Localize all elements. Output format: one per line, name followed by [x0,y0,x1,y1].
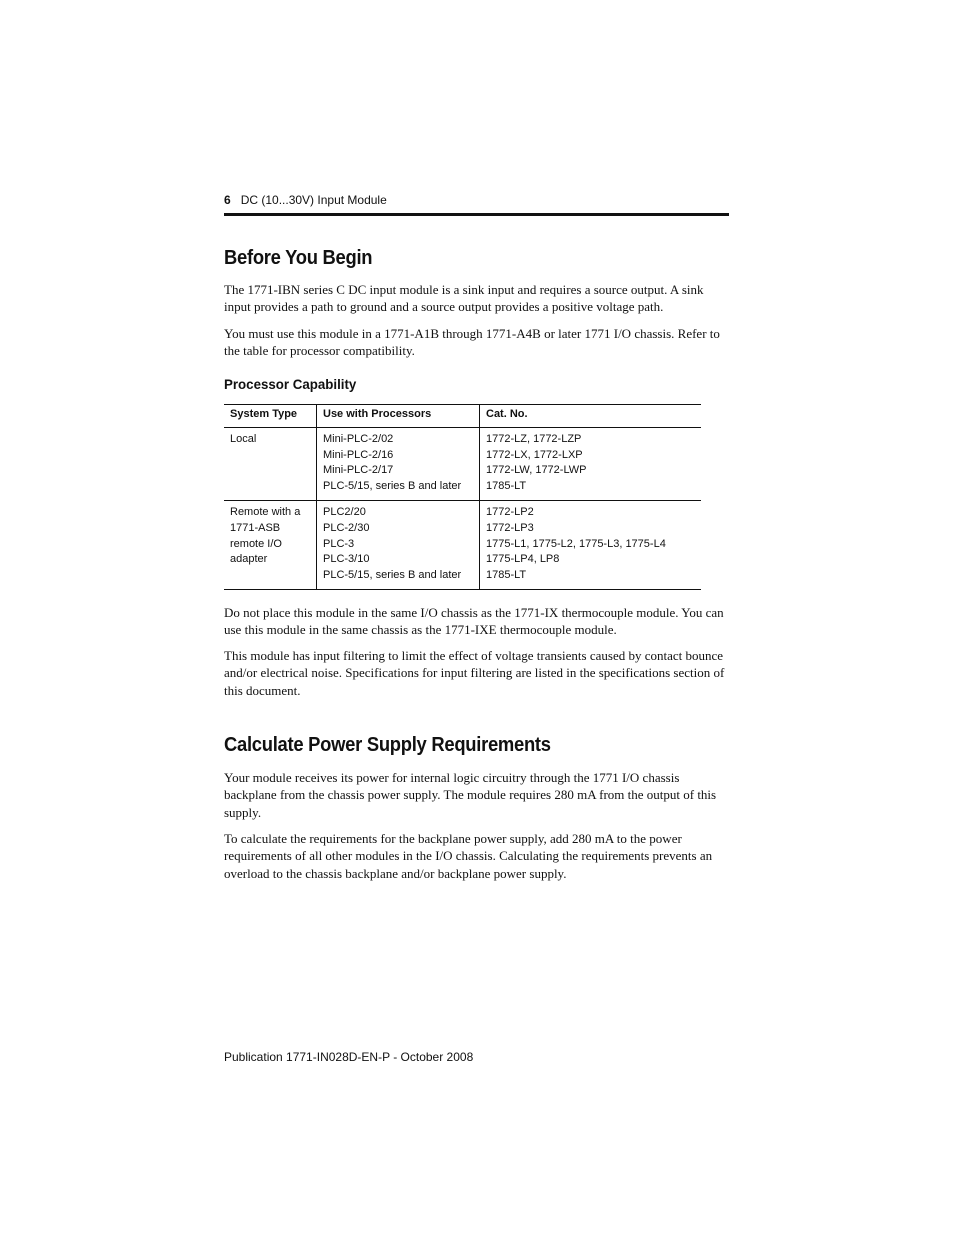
catalog-cell [480,428,702,501]
cell-line: remote I/O [230,537,282,550]
heading-power-supply: Calculate Power Supply Requirements [224,734,551,756]
column-header-processors: Use with Processors [317,405,480,428]
cell-line: PLC-3/10 [323,553,370,566]
paragraph-input-filtering: This module has input filtering to limit the effect of voltage transients caused by contact bounce and/or electrical noise. Specifications for input filtering are listed in the specifications section of this document. [224,648,725,698]
cell-line: Mini-PLC-2/16 [323,448,394,461]
paragraph-power-source: Your module receives its power for internal logic circuitry through the 1771 I/O chassis backplane from the chassis power supply. The module requires 280 mA from the output of this supply. [224,770,717,820]
paragraph-power-calculation: To calculate the requirements for the backplane power supply, add 280 mA to the power requirements of all other modules in the I/O chassis. Calculating the requirements prevents an overload to the chassis backplane and/or backplane power supply. [224,831,713,881]
cell-line: 1775-L1, 1775-L2, 1775-L3, 1775-L4 [486,537,666,550]
paragraph-thermocouple: Do not place this module in the same I/O chassis as the 1771-IX thermocouple module. You can use this module in the same chassis as the 1771-IXE thermocouple module. [224,605,724,638]
cell-line: 1772-LP3 [486,521,534,534]
table-row [224,501,701,590]
cell-line: PLC-2/30 [323,521,370,534]
header-rule [224,213,729,216]
table-row [224,428,701,501]
cell-line: Mini-PLC-2/17 [323,464,394,477]
cell-line: 1772-LP2 [486,506,534,519]
column-header-system-type: System Type [224,405,317,428]
publication-footer: Publication 1771-IN028D-EN-P - October 2008 [224,1050,474,1064]
cell-line: 1772-LZ, 1772-LZP [486,433,582,445]
system-type-cell [224,428,317,501]
table-title: Processor Capability [224,376,357,392]
running-title: DC (10...30V) Input Module [240,193,387,207]
cell-line: PLC2/20 [323,506,366,519]
table-header-row [224,405,701,428]
cell-line: 1772-LW, 1772-LWP [486,464,587,477]
cell-line: Local [230,433,257,445]
heading-before-you-begin: Before You Begin [224,247,373,269]
cell-line: Remote with a [230,506,301,519]
cell-line: PLC-3 [323,537,355,550]
cell-line: Mini-PLC-2/02 [323,433,394,445]
paragraph-sink-source: The 1771-IBN series C DC input module is a sink input and requires a source output. A sink input provides a path to ground and a source output provides a positive voltage path. [224,282,704,315]
catalog-cell [480,501,702,590]
processors-cell [317,428,480,501]
cell-line: 1772-LX, 1772-LXP [486,448,583,461]
column-header-cat-no: Cat. No. [480,405,702,428]
processor-capability-table [224,404,701,590]
running-head [224,193,387,207]
system-type-cell [224,501,317,590]
paragraph-chassis: You must use this module in a 1771-A1B through 1771-A4B or later 1771 I/O chassis. Refer to the table for processor compatibility. [224,326,720,359]
cell-line: adapter [230,553,268,566]
processors-cell [317,501,480,590]
cell-line: 1771-ASB [230,521,281,534]
page-number: 6 [224,193,231,207]
cell-line: PLC-5/15, series B and later [323,568,462,581]
cell-line: PLC-5/15, series B and later [323,479,462,492]
cell-line: 1785-LT [486,568,527,581]
cell-line: 1785-LT [486,479,527,492]
cell-line: 1775-LP4, LP8 [486,553,560,566]
